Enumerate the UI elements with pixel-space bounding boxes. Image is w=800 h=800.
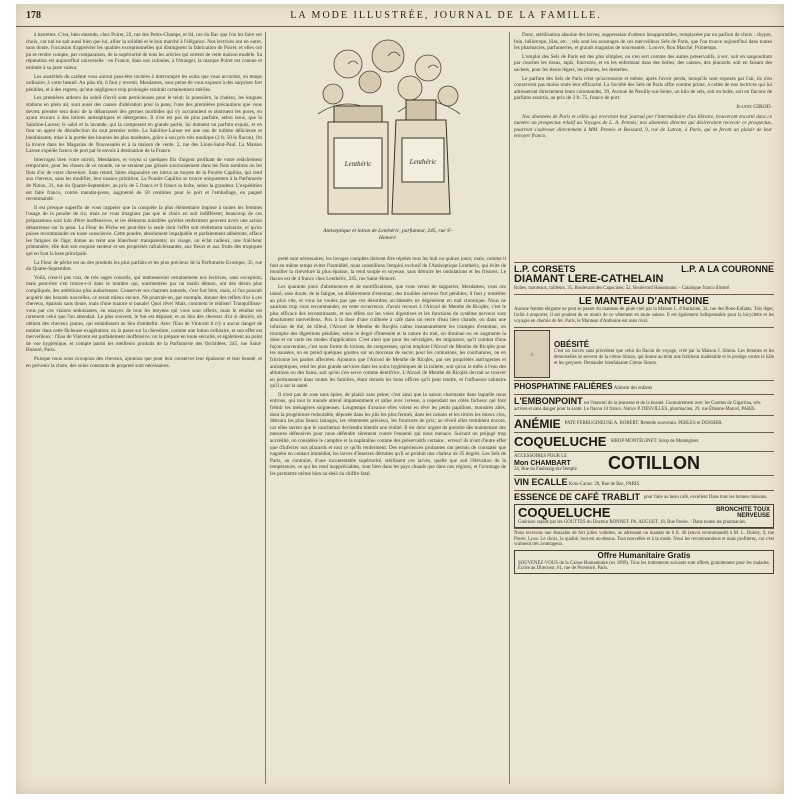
ad-heading: LE MANTEAU D'ANTHOINE (578, 295, 710, 307)
ad-coqueluche-sirop (514, 432, 774, 451)
paragraph: Les quarante jours d'abstinences et de mortifications, que vous venez de supporter, Mesdames, vous ont laissé, sans doute, de la fatigue, un délabrement d'estomac, des troubles nerveux fort pénibles; il faut y remédier au plus vite, et vous ne voulez pas que ces désordres accidentels ne dégénèrent en mal chronique. Nous ne saurions trop vous recommander, en cette occurrence, d'avoir recours à l'Alcool de Menthe de Ricqlès; c'est le plus efficace des reconstituants, et ses effets sur les voies digestives et les fonctions du système nerveux sont absolument merveilleux. Pris à la dose d'une cuillerée à café dans un verre d'eau bien chaude, ou dans une infusion de thé, de tilleul, l'Alcool de Menthe de Ricqlès calme instantanément les crampes d'estomac, en triomphe des digestions pénibles; selon le degré d'intensité et la nature du mal, on diminue ou on augmente la dose et on varie les modes d'application. C'est ainsi que pour les névralgies, les migraines, qu'il combat d'une façon souveraine, c'est sous forme de lotions, de compresses, qu'on emploie l'Alcool de Menthe de Ricqlès pour les nausées, on en prend quelques gouttes sur un morceau de sucre; pour les contusions, les courbatures, on en frictionne les parties affectées. Ajoutons que l'Alcool de Menthe de Ricqlès, par ses propriétés astringentes et antiseptiques, rend les plus grands services dans les soins hygiéniques de la toilette, soit qu'on le mêle à l'eau des ablutions ou des bains, soit qu'on s'en serve comme dentifrice. L'Alcool de Menthe de Ricqlès devrait se trouver en permanence dans toutes les familles, étant donnés les bons offices qu'il peut rendre, et l'influence salutaire qu'il a sur la santé. (270, 284, 506, 390)
paragraph: Les premières ardeurs du soleil d'avril sont pernicieuses pour le teint; la poussière, la chaleur, les longues stations en plein air, sont aussi des causes d'altération pour la peau; l'une des premières précautions que vous devrez prendre sera donc de la débarrasser des germes morbides qui s'y accumulent et obstruent les pores, en ayant recours à des lotions antiseptiques et détergentes. Il n'en est pas de plus parfaite, selon nous, que la Saloline-Larose; le salol et la lavande, qui la composent en grande partie, lui donnent un parfum exquis, et en font un agent de désinfection du tout premier ordre. La Saloline-Larose est une eau de toilette délicieuse et bienfaisante, mise à la portée des bourses les plus modestes, grâce à son prix très modique (2 fr. 50 le flacon). On la trouve dans les Magasins de Nouveautés et à la maison de vente, 2, rue des Lions-Saint-Paul. La Maison Larose expédie franco de port par le envois à destination de la France. (26, 95, 262, 155)
ad-cotillon (514, 451, 774, 475)
author-signature: Jeanne GIROD. (736, 103, 772, 110)
running-title: LA MODE ILLUSTRÉE, JOURNAL DE LA FAMILLE. (290, 10, 602, 21)
ad-vin (514, 475, 774, 490)
ad-text: PATE FERRUGINEUSE A. ROBERT. Remède souverain. PERLES et DOSSIER. (564, 421, 723, 427)
figure-caption: Antiseptique et lotion de Lenthéric, parfumeur, 245, rue S'-Honoré. (323, 228, 453, 241)
product-illustration (278, 34, 498, 252)
ad-heading: ESSENCE DE CAFÉ TRABLIT (514, 491, 641, 502)
ad-corsets (514, 262, 774, 294)
paragraph: Il n'est pas de rose sans épine, de plaisir sans peine; c'est ainsi que la saison charmante dans laquelle nous entrons, qui tout le monde attend impatiemment et salue avec ivresse, a cependant ses côtés fâcheux qui font frémir les ménagères soigneuses. Longtemps d'avance elles voient en rêve les petits papillons, monstres ailés, dont la progéniture redoutable, déposée dans les plis les plus fermés, dans les caisses et les tiroirs les mieux clos, détruira les plus beaux lainages, les vêtements précieux, les fourrures de prix; au réveil elles tremblent encore, car elles savent que le cauchemar deviendra bientôt une réalité. Il est donc urgent de prendre dès maintenant des mesures défensives pour nous défendre sûrement contre l'ennemi qui nous menace. Suivant un préjugé trop accrédité, on considère le camphre et la naphtaline comme des préservatifs certains : erreur! ils n'ont d'autre effet que d'infecter nos placards et tout ce qu'ils renferment. Des expériences probantes ont permis de constater que naguère en contact immédiat, les larves d'insectes détruites qu'il se produit une chaleur de 25 degrés. Les Sels de Paris, au contraire, d'une incontestable supériorité, stérilisent ces larves, quelle que soit l'élévation de la température, ce qui les rend inappréciables, sont bien dans les pays chauds que dans nos régions, et l'avantage de les permettre même bien au-delà du chiffre fatal. (270, 391, 506, 477)
ad-text: Robes, manteaux, tailleurs. 35, Boulevard des Capucines; 52, Boulevard Haussmann. - Catalogue franco illustré. (514, 285, 731, 291)
paragraph: Le parfum des Sels de Paris n'est qu'accessoire et même, après l'avoir perdu, lorsqu'ils sont exposés par l'air, ils n'en conservent pas moins toute leur efficacité. La Société des Sels de Paris offre comme prime, à celles de nos lectrices qui lui adresseront directement leurs commandes, 39, Avenue de Neuilly-sur-Seine, un kilo de sels, soit en boîte, soit en flacons de parfums assortis, au prix de 3 fr. 75, franco de port. (514, 75, 772, 102)
ad-anemie (514, 415, 774, 433)
ad-address: 24, Rue du Faubourg-du-Temple (514, 467, 577, 473)
ad-heading: OBÉSITÉ (554, 339, 590, 349)
ad-text: Aucune femme élégante ne peut se passer du manteau de pluie créé par la Maison L. d'Anthoine, 34, rue des Bons-Enfants. Très léger, facile à emporter, il est prudent de se munir de ce vêtement en toute saison. Il est également indispensable pour la bicyclette et les voyages en chemin de fer. Paris, le Manteau d'Anthoine est sans rival. (514, 307, 774, 324)
subscriber-note: Nos abonnées de Paris et celles qui recevront leur journal par l'intermédiaire d'un libraire, trouveront encarté dans ce numéro un prospectus relatif au Voyages de L. A. Pennès; nos abonnées directes qui désireraient recevoir ce prospectus, pourront s'adresser directement à MM. Pennès et Boissard, 9, rue de Latran, à Paris, qui se feront un plaisir de leur envoyer franco. (514, 113, 772, 140)
ad-text: Koto-Cacao. 28, Rue de Bac, PARIS. (568, 481, 641, 487)
ad-text: Guérison rapide par les GOUTTES du Docteur BONNET. Ph. AUGUET, 18, Rue Pavée. - Dans toutes les pharmacies. (518, 519, 747, 525)
ad-text: C'est un succès sans précédent que celui du flacon de voyage, créé par la Maison J. Simon. Les femmes et les demoiselles se servent de la crème Simon, qui donne au teint une fraîcheur inaltérable et le protège contre le hâle et les gerçures. Demander bienfaisante Crème Simon. (554, 349, 774, 366)
ad-text: SIROP MONTÉGINET. Sirop de Montéginet. (610, 439, 700, 445)
ad-heading: COQUELUCHE (518, 505, 611, 521)
ad-text: SOUVENEZ-VOUS de la Caisse Humanitaire (ex 1899). Tous les traitements suivants sont offerts gratuitement pour les malades. Écrire au Directeur, 61, rue de Provence, Paris. (518, 560, 770, 572)
bottle-label: Lenthéric (409, 158, 437, 166)
ad-heading: ANÉMIE (514, 416, 561, 431)
ad-embonpoint (514, 394, 774, 415)
right-column-text (514, 32, 772, 258)
ad-heading: L'EMBONPOINT (514, 395, 583, 406)
ad-heading: VIN ECALLE (514, 476, 568, 487)
ad-text: ACCESSOIRES POUR LE (514, 453, 568, 459)
ad-heading: COQUELUCHE (514, 434, 607, 450)
ad-text: Aliment des enfants (613, 385, 653, 391)
paragraph: preté sont nécessaires; les lavages complets doivent être répétés tous les huit ou quinze jours; mais, comme il faut en même temps éviter l'humidité, nous conseillons l'emploi exclusif de l'Antiseptique Lenthéric, qui évite de mouiller la chevelure la plus épaisse, la rend souple et soyeuse, sans détruire les ondulations et les frisures. Le flacon est de 4 francs chez Lenthéric, 245, rue Saint-Honoré. (270, 256, 506, 282)
ad-brand: DIAMANT LERE-CATHELAIN (514, 273, 664, 286)
paragraph: à barrettes. C'est, bien entendu, chez Poiret, 22, rue des Petits-Champs, et 84, rue du Bac que l'on les faire ses choix, car nul ne sait aussi bien que lui, allier la solidité et le bon marché à l'élégance. Nos lectrices ont en outre, sans doute, l'occasion d'apprécier les qualités exceptionnelles qui distinguent la fabrication de Poiret, et elles ont pu se rendre compte, par comparaison, de la supériorité de tous les articles qui sortent de cette maison modèle. Sa réputation est aujourd'hui universelle : en France, dans nos colonies, à l'étranger, la marque Poiret est connue et estimée à sa juste valeur. (26, 32, 262, 71)
notice-text: Nous recevons une douzaine de fort jolies voilettes, se adressant un mandat de 6 fr. 40 (envoi recommandé) à M. L. Dolrey, 9, rue Pavée, Lyon. Le choix, la qualité, tout est au-dessus. Tout nouvelles et à la mode. Nous les recommandons et mais profiterez, car c'est vraiment très avantageux. (514, 530, 774, 548)
ad-obesite (514, 327, 774, 380)
perfume-bottles-illustration (278, 34, 498, 224)
bottle-label: Lenthéric (344, 160, 372, 168)
column-divider (265, 32, 266, 784)
paragraph: Les austérités du carême vous auront peut-être incitées à interrompre les soins que vous accordez, en temps ordinaire, à votre beauté. Au plus tôt, il faut y revenir, Mesdames, sous peine de vous exposer à des surprises fort pénibles, et à des regrets, qu'une négligence trop prolongée rendrait certainement stériles. (26, 73, 262, 93)
paragraph: Donc, stérilisation absolue des larves; suppression d'odeurs insupportables, remplacées par un parfum de choix : chypre, foin, héliotrope, lilas, etc. ; tels sont les avantages de ces merveilleux Sels de Paris, que l'on trouve aujourd'hui dans toutes les pharmacies, parfumeries, et grands magasins de nouveautés : Louvre, Bon Marché, Printemps. (514, 32, 772, 52)
ad-coqueluche-bronchite (514, 504, 774, 527)
page-number: 178 (26, 10, 41, 21)
left-column-text (26, 32, 262, 784)
ad-cafe (514, 490, 774, 504)
ad-heading: Offre Humanitaire Gratis (597, 551, 691, 561)
paragraph: Puisque nous nous occupons des cheveux, ajoutons que pour leur conserver leur épaisseur et leur beauté, et en prévenir la chute, des soins constants de propreté sont nécessaires. (26, 355, 262, 369)
middle-column-text (270, 256, 506, 794)
ad-phosphatine (514, 380, 774, 394)
advertisements (514, 262, 774, 574)
ad-text: est l'ennemi de la jeunesse et de la beauté. Contrairement avec les Gouttes de Gigartina, très actives et sans danger pour la santé. Le flacon 10 francs. Notice P. DESVILLES, pharmacien, 29, rue Étienne-Marcel, PARIS. (514, 400, 761, 412)
ad-heading: L.P. A LA COURONNE (681, 264, 774, 274)
ad-text: pour faire au beau café, excellent Dans tous les bonnes maisons. (644, 494, 768, 500)
ad-offre-humanitaire (514, 550, 774, 574)
column-divider (509, 32, 510, 784)
ad-heading: L.P. CORSETS (514, 264, 576, 274)
ad-name: Mon CHAMBART (514, 459, 571, 467)
voilettes-notice (514, 528, 774, 550)
paragraph: Il est presque superflu de vous rappeler que la conquête la plus élémentaire impose à toutes les femmes l'usage de la poudre de riz; mais ne vous imaginez pas que le choix en soit indifférent; beaucoup de ces préparations sont loin d'être inoffensives, et les éléments nuisibles qu'elles renferment peuvent avoir une action désastreuse sur la peau. La Fleur de Pêche est peut-être la seule dont l'effet soit réellement salutaire, et qu'on puisse recommander en toute conscience. Cette poudre, absolument impalpable et parfaitement adhérente, efface les fatigues de l'âge; donne au teint une blancheur transparente; un visage, un éclat radieux, une fraîcheur printanière; elle doit son exquise senteur et ses propriétés rafraîchissantes, aux fleurs et aux fruits des tropiques qui en font la base principale. (26, 204, 262, 257)
paragraph: L'emploi des Sels de Paris est des plus simples; on s'en sert comme des autres préservatifs, à sec, soit en saupoudrant par couches les tissus, tapis, fourrures, et en les enfermant dans des boîtes, des caisses, des placards; soit en faisant des sachets, pour les tissus légers, les plumes, les dentelles. (514, 53, 772, 73)
magazine-page (16, 4, 784, 794)
page-header (16, 4, 784, 27)
bottle-icon: △ (514, 330, 550, 378)
ad-heading: PHOSPHATINE FALIÈRES (514, 381, 613, 391)
ad-heading: COTILLON (608, 452, 700, 473)
paragraph: La Fleur de pêche est un des produits les plus parfaits et les plus précieux de la Parfumerie Exotique, 35, rue du Quatre-Septembre. (26, 259, 262, 273)
paragraph: Voilà, n'est-il pas vrai, de très sages conseils, qui intéresseront certainement nos lectrices, sans exception; mais peut-être s'en trouve-t-il dans le nombre qui, tourmentées par un malin démon, ont des désirs plus compliqués, des ambitions plus audacieuses. Conserver ses charmes naturels, c'est fort bien, mais, si l'on pouvait acquérir des beautés nouvelles, ce serait mieux encore. Ne pourrait-on, par exemple, donner des reflets d'or à ces cheveux, épaissis sans doute, mais d'une nuance si banale! Quoi rêve! Mais, comment le réaliser! Tranquillisez-vous par ces visions séduisantes, en essayez de tous les moyens qui vous sont offerts, mais le résultat est rarement celui que l'on attendait. Le plus souvent, le but est dépassé, et au lieu des cheveux d'or si désirés, on obtient des cheveux jaunes, qui enlaidissent au lieu d'embellir. Avec l'Eau de Vintcent il n'y a aucun danger de tomber dans cette fâcheuse exagération; on la passe sur la chevelure, comme une lotion ordinaire, et son effet est merveilleux : l'Eau de Vintcent est parfaitement inoffensive; on la prépare en toute sécurité, et également au point de vue hygiénique, et compte parmi les meilleurs produits de la Parfumerie des Orchidées, 245, rue Saint-Honoré, Paris. (26, 274, 262, 354)
ad-manteau (514, 294, 774, 327)
ad-subheading: BRONCHITE TOUX NERVEUSE (716, 506, 770, 520)
paragraph: Interrogez bien votre miroir, Mesdames, et voyez si quelques fils d'argent profitant de votre relâchement temporaire, pour les choses de ce monde, ne se seraient pas glissés sournoisement dans les flots sombres ou les flots d'or de votre chevelure. Sans retard, faites disparaître ces intrus au moyen de la Poudre Capillus, qui rend aux cheveux, sans les modifier, leur nuance primitive. La Poudre Capillus se trouve uniquement à la Parfumerie de Ninon, 31, rue du Quatre-Septembre, au prix de 5 francs et 9 francs la boîte, selon la grandeur. L'expédition est faite franco, contre mandat-poste, augmenté de 50 centimes pour le port et l'emballage, en paquet recommandé. (26, 156, 262, 203)
